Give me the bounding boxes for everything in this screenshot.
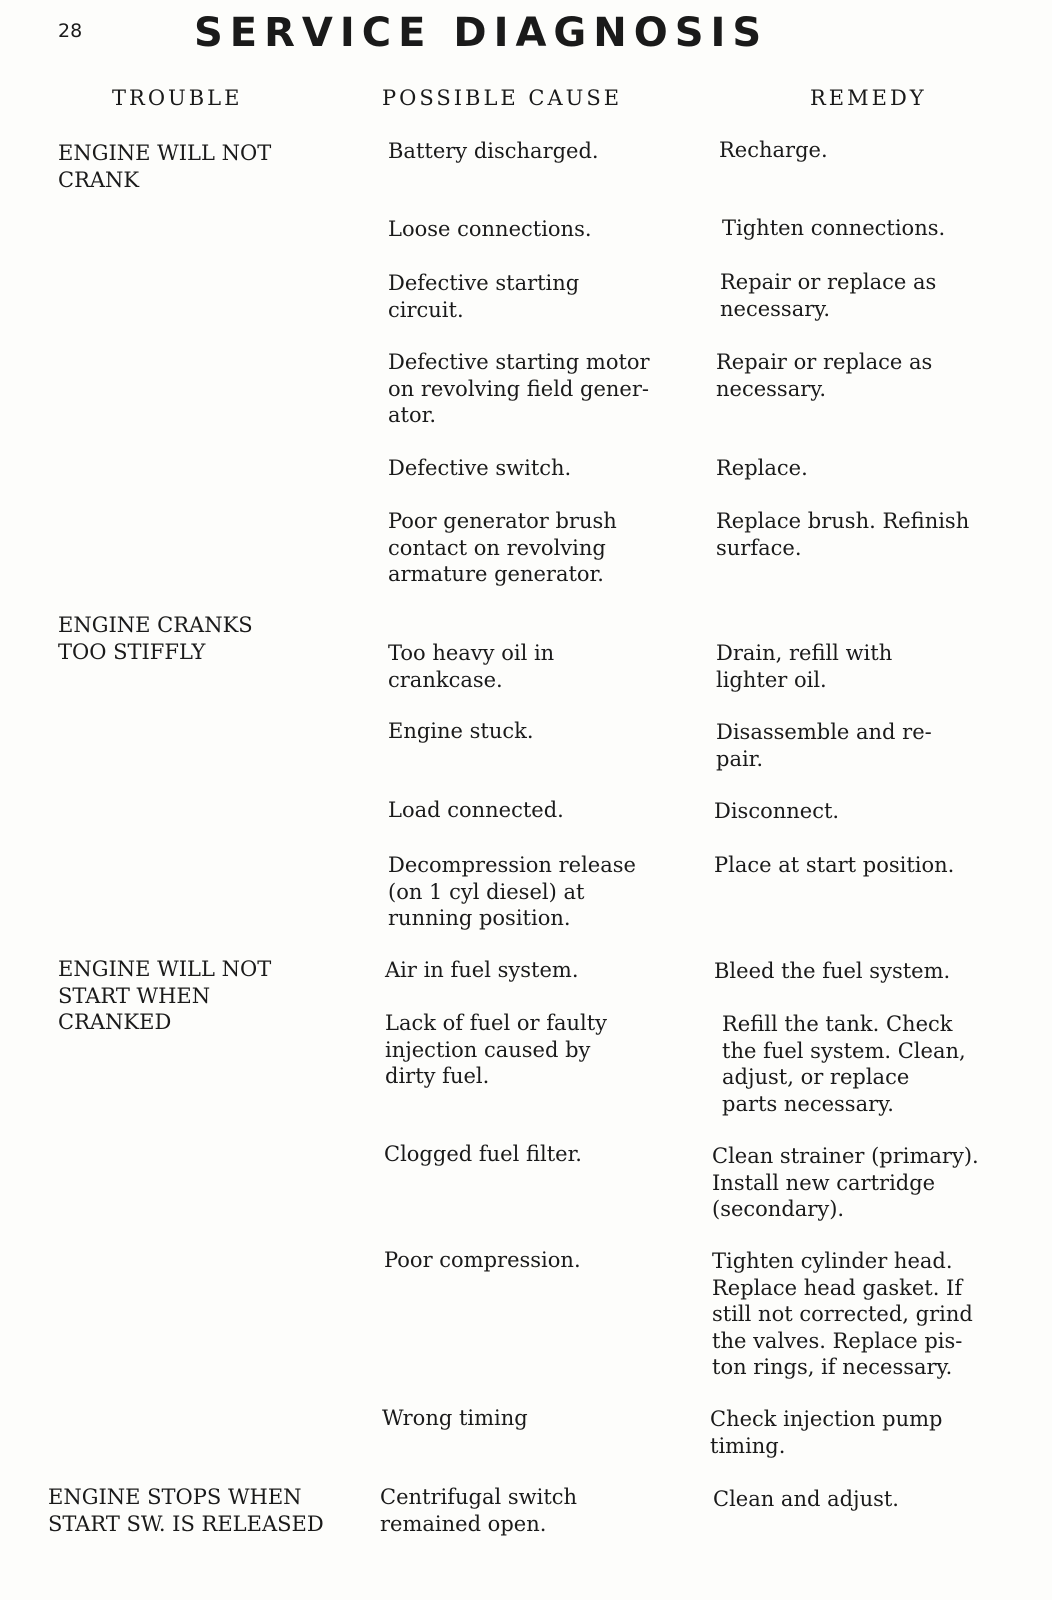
cause-item: Loose connections. xyxy=(388,217,592,241)
remedy-item: Tighten cylinder head. Replace head gasket. If still not corrected, grind the valves. Replace pis- ton rings, if necessary. xyxy=(712,1249,973,1379)
cause-item: Load connected. xyxy=(388,798,564,822)
remedy-item: Place at start position. xyxy=(714,853,955,877)
cause-item: Defective starting circuit. xyxy=(388,271,580,322)
cause-item: Too heavy oil in crankcase. xyxy=(388,641,555,692)
remedy-item: Disassemble and re- pair. xyxy=(716,720,932,771)
remedy-item: Repair or replace as necessary. xyxy=(716,350,933,401)
cause-item: Centrifugal switch remained open. xyxy=(380,1485,578,1536)
remedy-item: Check injection pump timing. xyxy=(710,1407,943,1458)
remedy-item: Clean and adjust. xyxy=(713,1487,899,1511)
remedy-item: Drain, refill with lighter oil. xyxy=(716,641,893,692)
remedy-item: Disconnect. xyxy=(714,799,840,823)
cause-item: Defective switch. xyxy=(388,456,572,480)
cause-item: Lack of fuel or faulty injection caused by dirty fuel. xyxy=(385,1011,608,1088)
trouble-item: ENGINE STOPS WHEN START SW. IS RELEASED xyxy=(48,1485,324,1536)
cause-item: Wrong timing xyxy=(382,1406,528,1430)
header-possible-cause: POSSIBLE CAUSE xyxy=(382,86,623,110)
trouble-item: ENGINE WILL NOT START WHEN CRANKED xyxy=(58,957,272,1034)
cause-item: Poor generator brush contact on revolving armature generator. xyxy=(388,509,617,586)
cause-item: Engine stuck. xyxy=(388,719,534,743)
remedy-item: Replace brush. Refinish surface. xyxy=(716,509,970,560)
trouble-item: ENGINE CRANKS TOO STIFFLY xyxy=(58,613,253,664)
cause-item: Clogged fuel filter. xyxy=(384,1142,582,1166)
remedy-item: Repair or replace as necessary. xyxy=(720,270,937,321)
cause-item: Air in fuel system. xyxy=(385,958,579,982)
cause-item: Poor compression. xyxy=(384,1248,581,1272)
cause-item: Decompression release (on 1 cyl diesel) at running position. xyxy=(388,853,636,930)
header-remedy: REMEDY xyxy=(810,86,927,110)
page-number: 28 xyxy=(58,20,83,42)
remedy-item: Bleed the fuel system. xyxy=(714,959,951,983)
page-title: SERVICE DIAGNOSIS xyxy=(194,10,769,56)
remedy-item: Recharge. xyxy=(719,138,828,162)
cause-item: Battery discharged. xyxy=(388,139,599,163)
remedy-item: Refill the tank. Check the fuel system. Clean, adjust, or replace parts necessary. xyxy=(722,1012,966,1116)
trouble-item: ENGINE WILL NOT CRANK xyxy=(58,141,272,192)
remedy-item: Replace. xyxy=(716,456,808,480)
header-trouble: TROUBLE xyxy=(112,86,243,110)
cause-item: Defective starting motor on revolving field gener- ator. xyxy=(388,350,650,427)
remedy-item: Clean strainer (primary). Install new cartridge (secondary). xyxy=(712,1144,979,1221)
remedy-item: Tighten connections. xyxy=(722,216,946,240)
